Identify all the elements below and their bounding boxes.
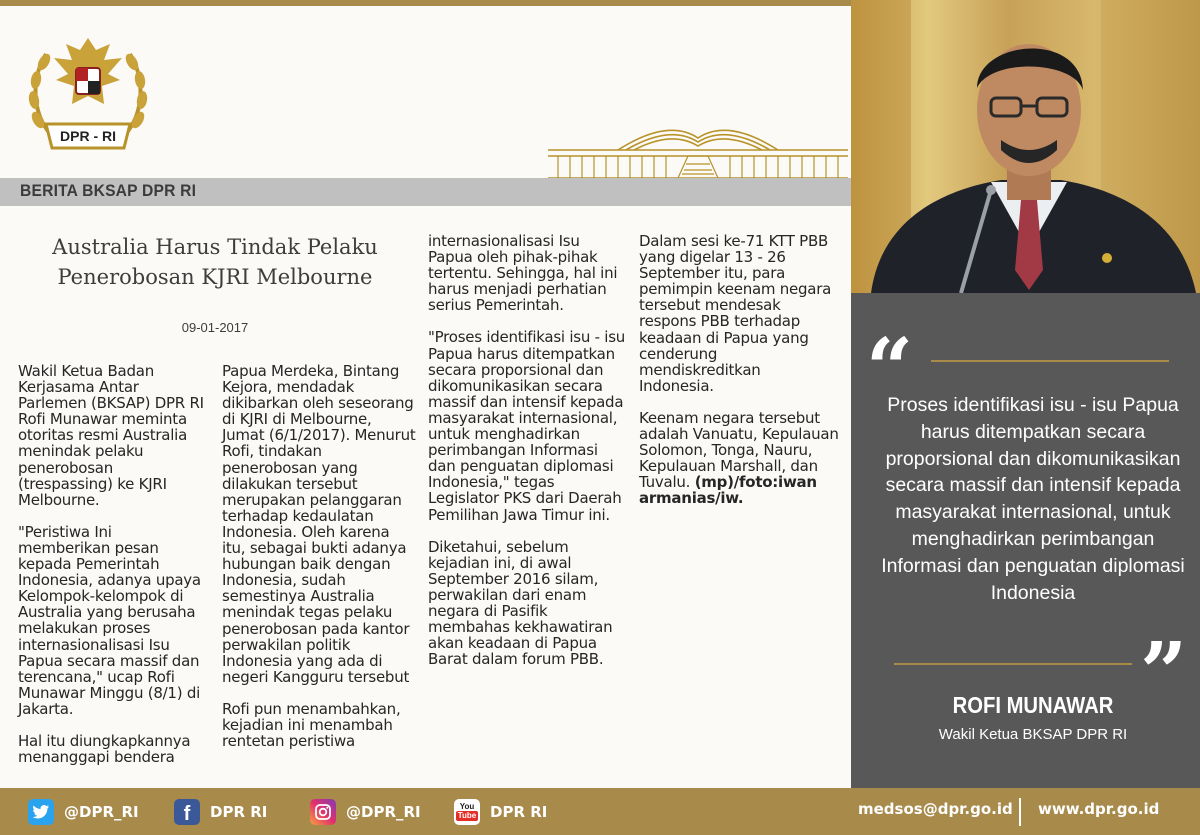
quote-author-title: Wakil Ketua BKSAP DPR RI — [938, 726, 1128, 743]
twitter-handle: @DPR_RI — [64, 802, 139, 821]
article-column-2 — [222, 363, 417, 765]
youtube-link[interactable] — [454, 788, 547, 835]
youtube-handle: DPR RI — [490, 802, 548, 821]
article-title-line2: Penerobosan KJRI Melbourne — [57, 265, 373, 289]
article-column-3 — [428, 233, 628, 683]
dpr-ri-emblem-icon — [24, 20, 152, 160]
article-column-1 — [18, 363, 208, 781]
open-quote-icon: “ — [866, 321, 914, 417]
paragraph-text: Keenam negara tersebut adalah Vanuatu, Kepulauan Solomon, Tonga, Nauru, Kepulauan Marshall, dan Tuvalu. — [639, 408, 839, 492]
portrait-illustration — [851, 0, 1200, 293]
article-date: 09-01-2017 — [181, 320, 249, 335]
section-bar — [0, 178, 851, 206]
paragraph: Wakil Ketua Badan Kerjasama Antar Parlemen (BKSAP) DPR RI Rofi Munawar meminta otoritas resmi Australia menindak pelaku penerobosan (trespassing) ke KJRI Melbourne. — [18, 362, 204, 509]
quote-divider-top — [931, 360, 1169, 362]
close-quote-icon: ” — [1140, 625, 1188, 721]
section-label: BERITA BKSAP DPR RI — [20, 181, 197, 200]
instagram-icon — [310, 799, 336, 825]
quote-author-name: ROFI MUNAWAR — [952, 692, 1114, 718]
article-title-line1: Australia Harus Tindak Pelaku — [52, 235, 378, 259]
facebook-icon: f — [174, 799, 200, 825]
svg-text:DPR - RI: DPR - RI — [60, 128, 116, 144]
photo-credit: (mp)/foto:iwan armanias/iw. — [639, 473, 817, 508]
portrait-photo — [851, 0, 1200, 293]
article-title — [20, 232, 410, 292]
article-column-4 — [639, 233, 839, 523]
footer-separator — [1019, 798, 1021, 826]
twitter-icon — [28, 799, 54, 825]
paragraph: Rofi pun menambahkan, kejadian ini menambah rentetan peristiwa — [222, 699, 401, 751]
paragraph: Papua Merdeka, Bintang Kejora, mendadak dikibarkan oleh seseorang di KJRI di Melbourne, Jumat (6/1/2017). Menurut Rofi, tindakan penerobosan yang dilakukan tersebut merupakan pelanggaran terhadap kedaulatan Indonesia. Oleh karena itu, sebagai bukti adanya hubungan baik dengan Indonesia, sudah semestinya Australia menindak tegas pelaku penerobosan pada kantor perwakilan politik Indonesia yang ada di negeri Kangguru tersebut — [222, 362, 416, 686]
contact-email[interactable]: medsos@dpr.go.id — [858, 800, 1013, 818]
paragraph — [639, 410, 839, 507]
parliament-building-icon — [548, 120, 848, 182]
paragraph: Diketahui, sebelum kejadian ini, di awal September 2016 silam, perwakilan dari enam negara di Pasifik membahas kekhawatiran akan keadaan di Papua Barat dalam forum PBB. — [428, 537, 613, 669]
paragraph: Hal itu diungkapkannya menanggapi bendera — [18, 731, 191, 767]
quote-divider-bottom — [894, 663, 1132, 665]
instagram-handle: @DPR_RI — [346, 802, 421, 821]
facebook-link[interactable] — [174, 788, 267, 835]
twitter-link[interactable] — [28, 788, 139, 835]
paragraph: Dalam sesi ke-71 KTT PBB yang digelar 13 - 26 September itu, para pemimpin keenam negara tersebut mendesak respons PBB terhadap keadaan di Papua yang cenderung mendiskreditkan Indonesia. — [639, 232, 832, 395]
facebook-handle: DPR RI — [210, 802, 268, 821]
quote-text: Proses identifikasi isu - isu Papua harus ditempatkan secara proporsional dan dikomunikasikan secara massif dan intensif kepada masyarakat internasional, untuk menghadirkan perimbangan Informasi dan penguatan diplomasi Indonesia — [881, 394, 1185, 604]
website-link[interactable]: www.dpr.go.id — [1038, 800, 1160, 818]
paragraph: "Peristiwa Ini memberikan pesan kepada Pemerintah Indonesia, adanya upaya Kelompok-kelompok di Australia yang berusaha melakukan proses internasionalisasi Isu Papua secara massif dan terencana," ucap Rofi Munawar Minggu (8/1) di Jakarta. — [18, 522, 201, 718]
paragraph: "Proses identifikasi isu - isu Papua harus ditempatkan secara proporsional dan dikomunikasikan secara massif dan intensif kepada masyarakat internasional, untuk menghadirkan perimbangan Informasi dan penguatan diplomasi Indonesia," tegas Legislator PKS dari Daerah Pemilihan Jawa Timur ini. — [428, 328, 626, 524]
instagram-link[interactable] — [310, 788, 421, 835]
youtube-icon: You Tube — [454, 799, 480, 825]
paragraph: internasionalisasi Isu Papua oleh pihak-pihak tertentu. Sehingga, hal ini harus menjadi perhatian serius Pemerintah. — [428, 232, 618, 315]
